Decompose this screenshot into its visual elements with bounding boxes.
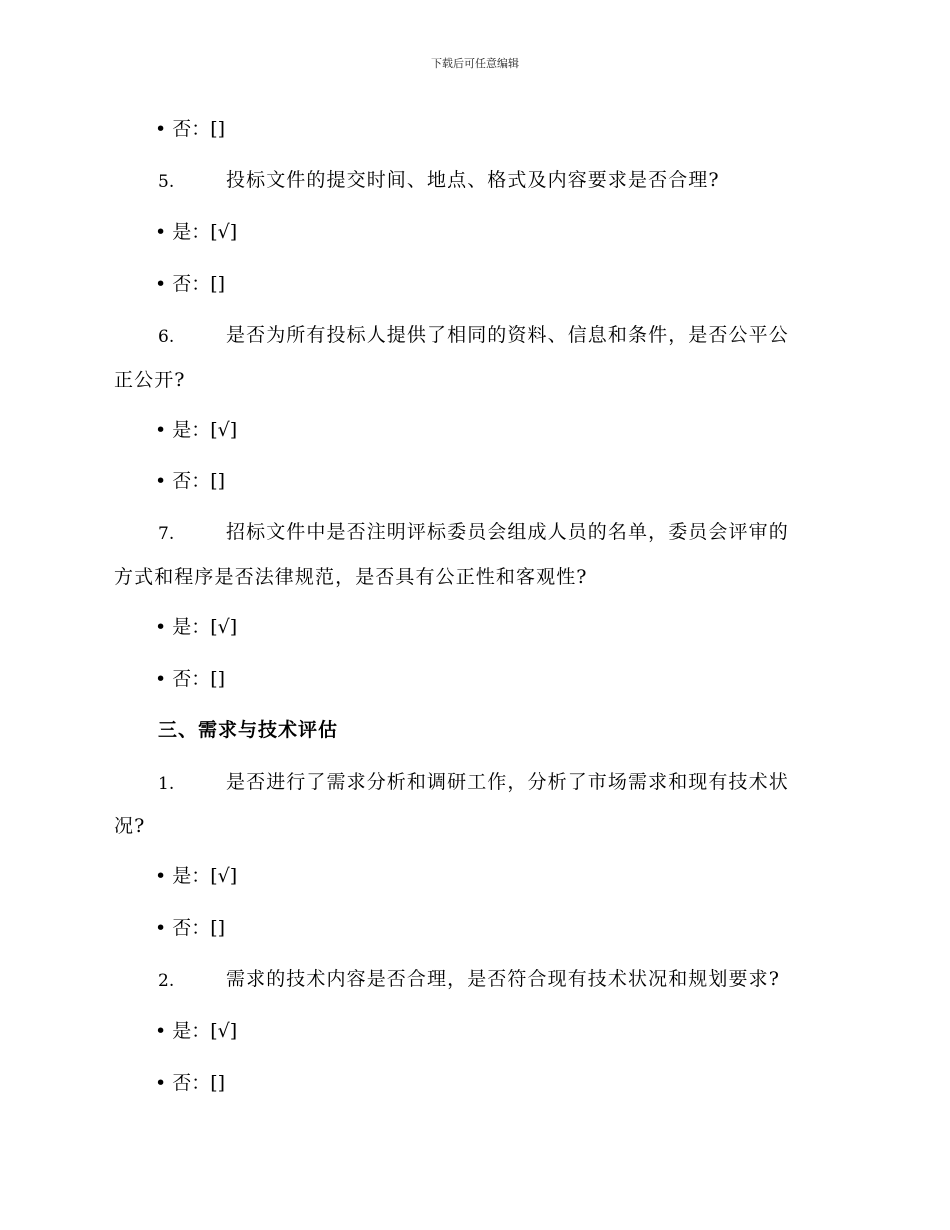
option-yes — [155, 418, 237, 442]
page-header: 下载后可任意编辑 — [431, 57, 519, 70]
question-text: 投标文件的提交时间、地点、格式及内容要求是否合理? — [226, 169, 720, 191]
option-text: 是：[√] — [172, 1020, 238, 1042]
question-text: 是否进行了需求分析和调研工作，分析了市场需求和现有技术状 — [226, 771, 789, 793]
bullet-mark: • — [155, 1020, 167, 1042]
option-text: 否：[] — [172, 273, 226, 295]
section-heading: 三、需求与技术评估 — [158, 719, 339, 741]
option-text: 是：[√] — [172, 419, 238, 441]
question-text: 是否为所有投标人提供了相同的资料、信息和条件，是否公平公 — [226, 324, 789, 346]
option-yes — [155, 220, 237, 244]
option-text: 否：[] — [172, 470, 226, 492]
option-text: 否：[] — [172, 917, 226, 939]
option-text: 否：[] — [172, 118, 226, 140]
bullet-mark: • — [155, 917, 167, 939]
option-text: 是：[√] — [172, 616, 238, 638]
bullet-mark: • — [155, 118, 167, 140]
question-number: 5. — [158, 172, 175, 192]
option-yes — [155, 864, 237, 888]
question-text-continued: 况? — [114, 815, 146, 837]
bullet-mark: • — [155, 470, 167, 492]
option-no — [155, 117, 225, 141]
bullet-mark: • — [155, 865, 167, 887]
option-text: 否：[] — [172, 1072, 226, 1094]
question-text: 招标文件中是否注明评标委员会组成人员的名单，委员会评审的 — [226, 521, 789, 543]
question-number: 7. — [158, 524, 175, 544]
bullet-mark: • — [155, 273, 167, 295]
option-text: 否：[] — [172, 668, 226, 690]
bullet-mark: • — [155, 419, 167, 441]
option-text: 是：[√] — [172, 865, 238, 887]
option-text: 是：[√] — [172, 221, 238, 243]
question-text: 需求的技术内容是否合理，是否符合现有技术状况和规划要求? — [226, 968, 780, 990]
question-text-continued: 正公开? — [114, 369, 186, 391]
question-number: 1. — [158, 774, 175, 794]
bullet-mark: • — [155, 616, 167, 638]
option-no — [155, 916, 225, 940]
option-no — [155, 1071, 225, 1095]
question-number: 6. — [158, 327, 175, 347]
bullet-mark: • — [155, 1072, 167, 1094]
question-number: 2. — [158, 971, 175, 991]
option-yes — [155, 1019, 237, 1043]
option-yes — [155, 615, 237, 639]
option-no — [155, 469, 225, 493]
option-no — [155, 667, 225, 691]
bullet-mark: • — [155, 221, 167, 243]
option-no — [155, 272, 225, 296]
question-text-continued: 方式和程序是否法律规范，是否具有公正性和客观性? — [114, 566, 588, 588]
bullet-mark: • — [155, 668, 167, 690]
